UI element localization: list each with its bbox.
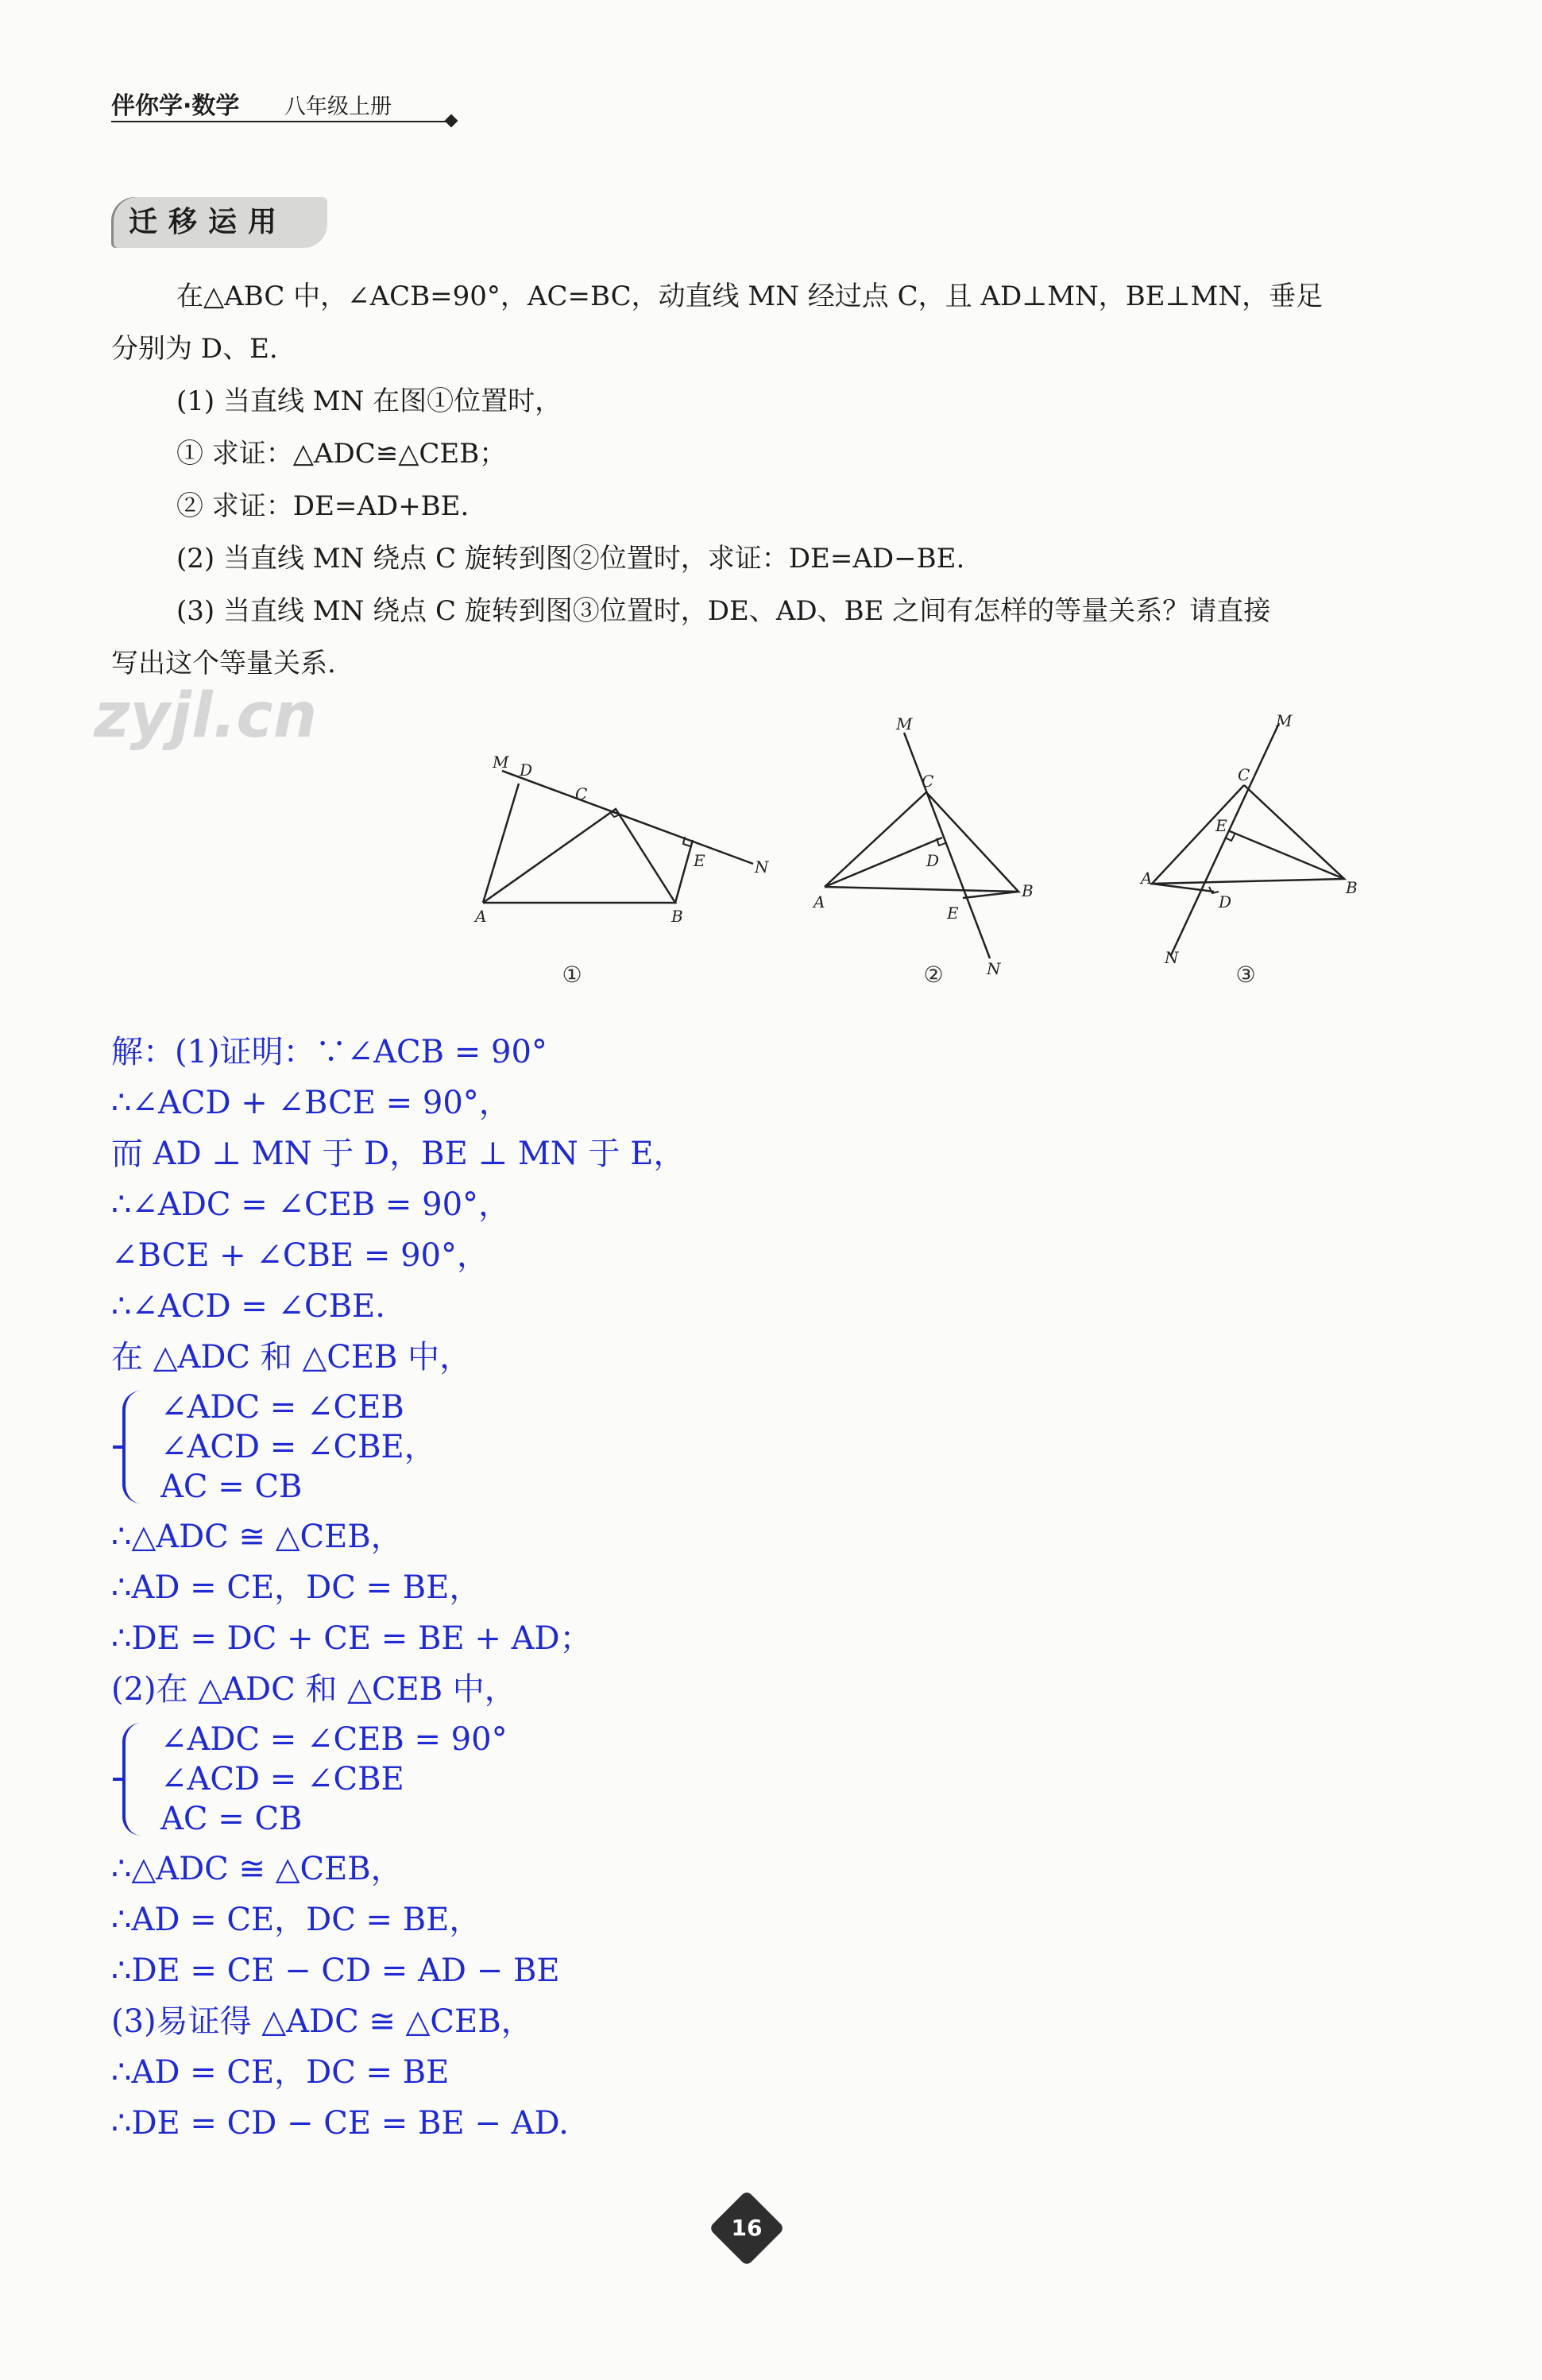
fig3-caption: ③	[1235, 962, 1256, 988]
watermark: zyjl.cn	[94, 680, 318, 752]
fig2-label-e: E	[947, 904, 959, 923]
header-rule	[111, 121, 451, 122]
fig1-label-m: M	[493, 753, 509, 772]
fig2-label-m: M	[896, 715, 913, 733]
fig1-label-n: N	[755, 857, 769, 877]
solution-line: ∠BCE + ∠CBE = 90°，	[111, 1237, 489, 1274]
figure-2	[802, 715, 1065, 977]
brace-icon	[122, 1723, 148, 1836]
problem-stem-line1: 在△ABC 中，∠ACB=90°，AC=BC，动直线 MN 经过点 C，且 AD⊥MN，BE⊥MN，垂足	[176, 281, 1324, 312]
fig1-caption: ①	[562, 962, 582, 988]
solution-line: ∴∠ACD + ∠BCE = 90°，	[111, 1085, 511, 1121]
question-1a: ① 求证：△ADC≌△CEB；	[176, 438, 507, 470]
solution-line: ∴AD = CE，DC = BE，	[111, 1569, 481, 1606]
fig1-label-b: B	[671, 907, 683, 926]
solution-line: ∴∠ACD = ∠CBE.	[111, 1288, 385, 1325]
solution-line: ∴△ADC ≅ △CEB，	[111, 1851, 403, 1887]
solution-line: ∴AD = CE，DC = BE，	[111, 1902, 481, 1938]
condition-line: ∠ACD = ∠CBE，	[160, 1429, 436, 1465]
fig2-label-c: C	[922, 772, 934, 791]
problem-stem-line2: 分别为 D、E.	[111, 333, 278, 365]
fig3-label-b: B	[1346, 878, 1358, 897]
fig3-label-c: C	[1238, 765, 1250, 784]
diamond-icon	[445, 114, 458, 128]
solution-line: (3)易证得 △ADC ≅ △CEB，	[111, 2003, 533, 2040]
question-1: (1) 当直线 MN 在图①位置时，	[176, 385, 562, 417]
condition-line: ∠ACD = ∠CBE	[160, 1761, 404, 1798]
fig3-label-m: M	[1276, 711, 1293, 730]
question-1b: ② 求证：DE=AD+BE.	[176, 490, 470, 522]
brace-icon	[122, 1391, 148, 1503]
solution-line: 解：(1)证明：∵∠ACB = 90°	[111, 1034, 547, 1070]
problem-statement	[111, 270, 1382, 690]
fig2-label-b: B	[1022, 881, 1034, 900]
fig1-label-c: C	[575, 784, 588, 803]
fig3-label-e: E	[1215, 816, 1227, 835]
condition-group-1	[111, 1387, 1144, 1507]
book-title: 伴你学·数学	[111, 92, 240, 120]
fig3-label-a: A	[1141, 869, 1153, 888]
solution-line: ∴DE = CE − CD = AD − BE	[111, 1952, 560, 1989]
fig1-label-a: A	[475, 907, 487, 926]
condition-line: ∠ADC = ∠CEB	[160, 1389, 404, 1426]
solution-line: ∴DE = CD − CE = BE − AD.	[111, 2105, 569, 2142]
solution-line: 而 AD ⊥ MN 于 D，BE ⊥ MN 于 E，	[111, 1136, 686, 1172]
fig3-label-n: N	[1165, 948, 1179, 967]
figure-3	[1136, 707, 1390, 969]
fig2-label-a: A	[814, 892, 825, 911]
fig2-label-d: D	[926, 851, 940, 870]
solution-line: (2)在 △ADC 和 △CEB 中，	[111, 1671, 516, 1708]
question-2: (2) 当直线 MN 绕点 C 旋转到图②位置时，求证：DE=AD−BE.	[176, 543, 965, 575]
figure-1	[469, 747, 771, 930]
fig2-label-n: N	[987, 959, 1001, 977]
section-title: 迁移运用	[111, 197, 327, 248]
fig1-label-d: D	[520, 760, 533, 780]
condition-group-2	[111, 1720, 1144, 1839]
page-number: 16	[731, 2215, 763, 2241]
solution-line: ∴△ADC ≅ △CEB，	[111, 1519, 403, 1555]
solution-line: ∴DE = DC + CE = BE + AD；	[111, 1620, 592, 1657]
solution-line: ∴∠ADC = ∠CEB = 90°，	[111, 1186, 511, 1223]
solution-line: 在 △ADC 和 △CEB 中，	[111, 1339, 472, 1376]
solution	[111, 1027, 1144, 2149]
condition-line: ∠ADC = ∠CEB = 90°	[160, 1721, 508, 1758]
condition-line: AC = CB	[160, 1801, 303, 1837]
fig2-caption: ②	[923, 962, 944, 988]
condition-line: AC = CB	[160, 1469, 303, 1505]
question-3-line1: (3) 当直线 MN 绕点 C 旋转到图③位置时，DE、AD、BE 之间有怎样的等量关系？请直接	[176, 595, 1271, 627]
grade-label: 八年级上册	[284, 95, 392, 119]
fig3-label-d: D	[1219, 892, 1232, 911]
question-3-line2: 写出这个等量关系.	[111, 648, 336, 679]
fig1-label-e: E	[694, 851, 705, 870]
solution-line: ∴AD = CE，DC = BE	[111, 2054, 450, 2091]
